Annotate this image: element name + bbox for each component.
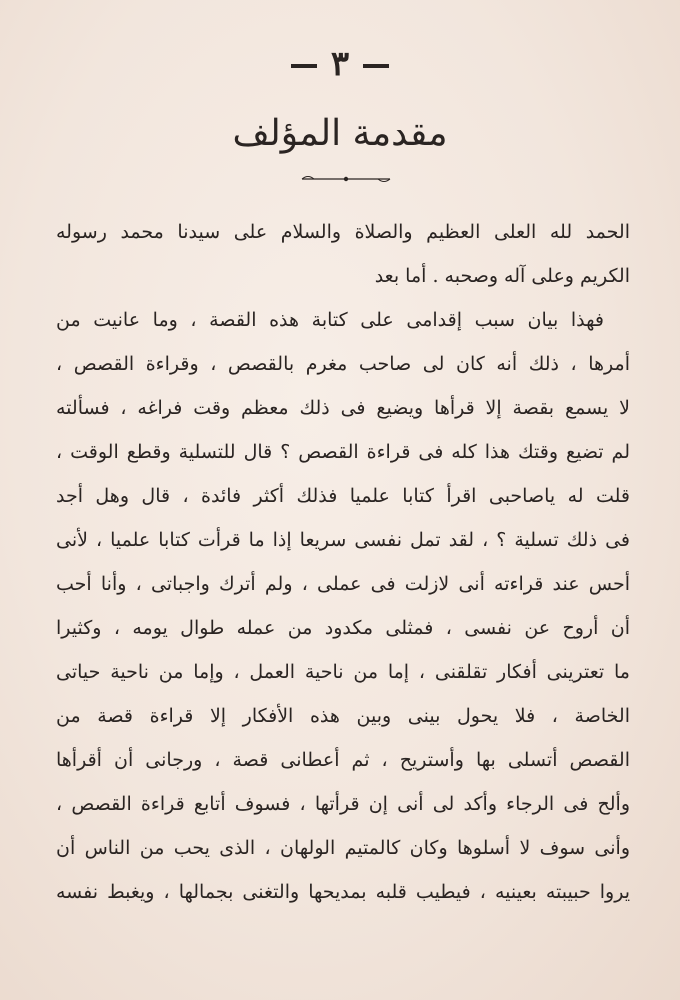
text-line: الحمد لله العلى العظيم والصلاة والسلام على سيدنا محمد رسوله: [56, 221, 630, 243]
page-number-dash-left: [291, 64, 317, 68]
heading-ornament-divider: [300, 172, 392, 186]
text-line: وأنى سوف لا أسلوها وكان كالمتيم الولهان ، الذى يحب من الناس أن: [56, 837, 630, 859]
text-line: فى ذلك تسلية ؟ ، لقد تمل نفسى سريعا إذا ما قرأت كتابا علميا ، لأنى: [56, 529, 630, 551]
text-line: لا يسمع بقصة إلا قرأها ويضيع فى ذلك معظم وقت فراغه ، فسألته: [56, 397, 630, 419]
text-line: أن أروح عن نفسى ، فمثلى مكدود من عمله طوال يومه ، وكثيرا: [56, 617, 630, 639]
text-line: فهذا بيان سبب إقدامى على كتابة هذه القصة ، وما عانيت من: [56, 309, 604, 331]
text-line: الخاصة ، فلا يحول بينى وبين هذه الأفكار إلا قراءة قصة من: [56, 705, 630, 727]
page-number-dash-right: [363, 64, 389, 68]
text-line: أحس عند قراءته أنى لازلت فى عملى ، ولم أترك واجباتى ، وأنا أحب: [56, 573, 630, 595]
text-line: وألح فى الرجاء وأكد لى أنى إن قرأتها ، فسوف أتابع قراءة القصص ،: [56, 793, 630, 815]
text-line: القصص أتسلى بها وأستريح ، ثم أعطانى قصة ، ورجانى أن أقرأها: [56, 749, 630, 771]
text-line: الكريم وعلى آله وصحبه . أما بعد: [374, 265, 630, 287]
text-line: أمرها ، ذلك أنه كان لى صاحب مغرم بالقصص ، وقراءة القصص ،: [56, 353, 630, 375]
text-line: ما تعترينى أفكار تقلقنى ، إما من ناحية العمل ، وإما من ناحية حياتى: [56, 661, 630, 683]
body-text: [56, 210, 630, 914]
chapter-heading: مقدمة المؤلف: [232, 113, 448, 154]
page-number-value: ٣: [330, 44, 350, 84]
text-line: يروا حبيبته بعينيه ، فيطيب قلبه بمديحها والتغنى بجمالها ، ويغبط نفسه: [56, 881, 630, 903]
text-line: قلت له ياصاحبى اقرأ كتابا علميا فذلك أكثر فائدة ، قال وهل أجد: [56, 485, 630, 507]
page-number: [0, 44, 680, 84]
text-line: لم تضيع وقتك هذا كله فى قراءة القصص ؟ قال للتسلية وقطع الوقت ،: [56, 441, 630, 463]
